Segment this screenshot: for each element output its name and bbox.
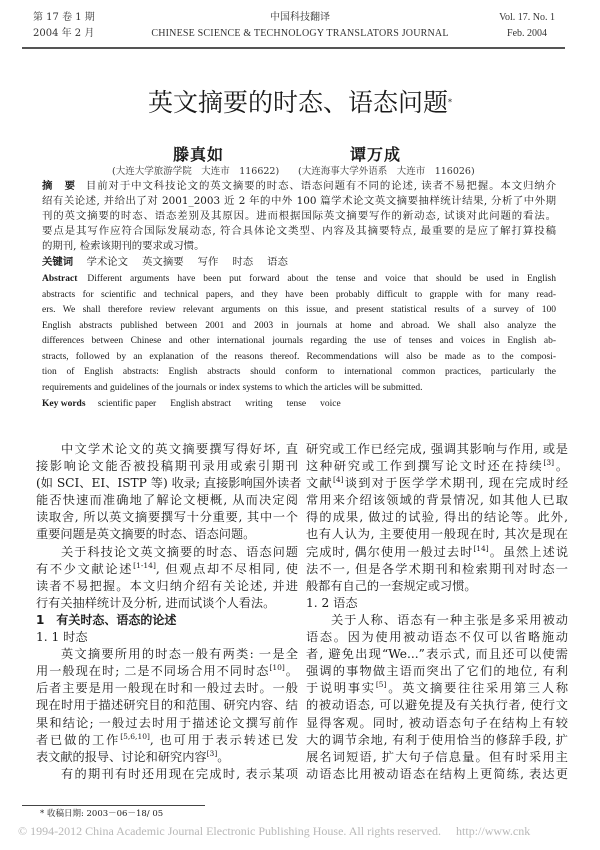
abstract-cn-text: 刊的英文摘要的时态、语态差别及其原因。进而根据国际英文摘要写作的新动态, 试谈对此问题的看法。 xyxy=(42,210,556,222)
abstract-cn-line xyxy=(42,224,556,239)
body-text: 法不一, 但是各学术期刊和检索期刊对时态一 xyxy=(306,561,568,576)
body-text: 于说明事实 xyxy=(306,681,376,696)
body-line xyxy=(306,732,568,749)
body-text: 关于科技论文英文摘要的时态、语态问题 xyxy=(61,544,298,559)
author-1: 滕真如 xyxy=(173,145,225,164)
abstract-en-text: ers. We shall therefore review relevant arguments on this issue, and present statistical results of a survey of 100 xyxy=(42,305,556,315)
journal-name xyxy=(150,10,450,42)
body-line xyxy=(306,612,568,629)
abstract-cn-line xyxy=(42,239,556,254)
keywords-en xyxy=(42,397,556,413)
body-line xyxy=(306,492,568,509)
body-line xyxy=(36,509,298,526)
abstract-en-line xyxy=(42,381,556,397)
keyword-en: writing xyxy=(245,399,273,409)
subsection-heading xyxy=(306,595,568,612)
body-text: 。 xyxy=(217,749,230,764)
body-line xyxy=(306,766,568,783)
header-rule xyxy=(22,47,565,49)
body-text: (如 SCI、EI、ISTP 等) 收录; 直接影响国外读者 xyxy=(36,476,302,491)
keywords-cn xyxy=(42,255,556,270)
body-column-right xyxy=(306,441,568,783)
keyword-en: scientific paper xyxy=(97,399,157,409)
abstract-cn-line xyxy=(42,209,556,224)
body-line xyxy=(36,732,298,749)
body-text: 有不少文献论述 xyxy=(36,561,134,576)
paper-title-text: 英文摘要的时态、语态问题 xyxy=(147,88,448,117)
body-line xyxy=(306,697,568,714)
copyright-watermark: © 1994-2012 China Academic Journal Electronic Publishing House. All rights reserved. http://www.cnk xyxy=(18,824,531,838)
body-line xyxy=(306,509,568,526)
body-line xyxy=(36,680,298,697)
abstract-cn-text: 要点是其写作应符合国际发展动态, 符合具体论文类型、内容及其摘要特点, 最重要的是应了解打算投稿 xyxy=(42,225,556,237)
citation-ref: [5,6,10] xyxy=(120,731,150,741)
body-text: 这种研究或工作到撰写论文时还在持续 xyxy=(306,459,544,474)
abstract-cn-text: 目前对于中文科技论文的英文摘要的时态、语态问题有不同的论述, 读者不易把握。本文归纳介 xyxy=(85,180,557,192)
body-line xyxy=(306,749,568,766)
abstract-en-text: stracts, followed by an explanation of the reasons thereof. Recommendations will also be made as to the composi- xyxy=(42,351,556,362)
body-column-left xyxy=(36,441,302,783)
body-text: 1 有关时态、语态的论述 xyxy=(36,612,177,627)
abstract-en-line xyxy=(42,334,556,350)
body-text: 。虽然上述说 xyxy=(488,544,569,559)
volume-issue-en: Vol. 17. No. 1 xyxy=(499,12,555,23)
body-line xyxy=(36,697,298,714)
body-text: 能否快速而准确地了解论文梗概, 从而决定阅 xyxy=(36,493,298,508)
keyword-cn: 写作 xyxy=(197,256,219,268)
keyword-cn: 语态 xyxy=(267,256,288,268)
abstract-cn-line xyxy=(42,194,556,209)
volume-issue: 第 17 卷 1 期 xyxy=(33,12,95,23)
footnote-rule xyxy=(22,805,205,806)
footnote-received-date: * 收稿日期: 2003－06－18/ 05 xyxy=(40,809,164,819)
body-line xyxy=(306,578,568,595)
body-text: 接影响论文能否被投稿期刊录用或索引期刊 xyxy=(36,459,298,474)
body-text: 行有关抽样统计及分析, 进而试谈个人看法。 xyxy=(36,595,276,610)
abstract-en-line xyxy=(42,319,556,335)
body-text: 文献 xyxy=(306,476,333,491)
body-text: 现在时用于描述研究目的和范围、研究内容、结 xyxy=(36,698,298,713)
body-line xyxy=(306,715,568,732)
body-line xyxy=(36,492,298,509)
body-line xyxy=(306,663,568,680)
abstract-en-label: Abstract xyxy=(42,274,78,284)
body-text: 的被动语态, 可以避免提及有关执行者, 使行文 xyxy=(306,698,568,713)
body-text: 。 xyxy=(554,459,569,474)
affiliation-2: (大连海事大学外语系 大连市 116026) xyxy=(298,166,475,177)
citation-ref: [4] xyxy=(332,475,344,485)
author-2: 谭万成 xyxy=(350,145,402,164)
abstract-en-text: requirements and guidelines of the journals or index systems to which the articles will be submitted. xyxy=(42,382,423,393)
body-line xyxy=(36,544,298,561)
body-text: 完成时, 偶尔使用一般过去时 xyxy=(306,544,474,559)
abstract-cn-text: 的期刊, 检索该期刊的要求或习惯。 xyxy=(42,240,205,252)
paper-title xyxy=(0,86,600,120)
abstract-cn-label: 摘 要 xyxy=(42,180,76,192)
body-text: 关于人称、语态有一种主张是多采用被动 xyxy=(331,612,568,627)
body-line xyxy=(306,458,568,475)
body-line xyxy=(306,646,568,663)
body-line xyxy=(36,749,298,766)
body-line xyxy=(36,561,298,578)
body-line xyxy=(36,595,298,612)
body-text: 大的调节余地, 有利于使用恰当的修辞手段, 扩 xyxy=(306,732,568,747)
body-text: 般都有自己的一套规定或习惯。 xyxy=(306,578,477,593)
abstract-en-text: differences between Chinese and other international journals regarding the use of tenses and voices in English ab- xyxy=(42,336,556,346)
body-line xyxy=(306,441,568,458)
body-line xyxy=(36,458,298,475)
body-text: 谈到对于医学学术期刊, 现在完成时经 xyxy=(343,476,569,491)
body-line xyxy=(306,561,568,578)
body-text: 。英文摘要往往采用第三人称 xyxy=(386,681,569,696)
body-text: 常用来介绍该领域的背景情况, 如其他人已取 xyxy=(306,493,568,508)
abstract-en-text: English abstracts published between 2001 and 2003 in journals at home and abroad. We shall also analyze the xyxy=(42,320,556,331)
body-text: 后者主要是用一般现在时和一般过去时。一般 xyxy=(36,681,298,696)
citation-ref: [3] xyxy=(206,748,218,758)
body-line xyxy=(36,715,298,732)
abstract-en-text: Different arguments have been put forward about the tense and voice that should be used in English xyxy=(87,274,556,284)
body-text: , 也可用于表示转述已发 xyxy=(149,732,299,747)
body-text: 1. 2 语态 xyxy=(306,595,358,610)
abstract-en-line xyxy=(42,303,556,319)
body-line xyxy=(306,526,568,543)
body-line xyxy=(36,526,298,543)
body-line xyxy=(306,680,568,697)
body-line xyxy=(306,629,568,646)
body-text: 也有人认为, 主要使用一般现在时, 其次是现在 xyxy=(306,527,568,542)
abstract-cn-text: 绍有关论述, 并给出了对 2001_2003 近 2 年的中外 100 篇学术论文英文摘要抽样统计结果, 分析了中外期 xyxy=(42,195,556,207)
body-line xyxy=(306,475,568,492)
journal-name-cn: 中国科技翻译 xyxy=(270,12,330,23)
body-text: 用一般现在时; 二是不同场合用不同时态 xyxy=(36,664,270,679)
title-footnote-mark: * xyxy=(448,98,452,107)
body-text: 1. 1 时态 xyxy=(36,630,88,645)
subsection-heading xyxy=(36,629,298,646)
body-text: 有的期刊有时还用现在完成时, 表示某项 xyxy=(61,766,298,781)
abstract-en-text: abstracts for scientific and technical papers, and they have been probably difficult to grapple with for many read- xyxy=(42,289,556,300)
body-line xyxy=(36,766,298,783)
citation-ref: [14] xyxy=(473,543,489,553)
keywords-en-label: Key words xyxy=(42,399,86,409)
citation-ref: [5] xyxy=(375,680,387,690)
body-line xyxy=(36,646,298,663)
keyword-en: voice xyxy=(320,399,341,409)
body-text: 者, 避免出现“We...”表示式, 而且还可以使需 xyxy=(306,647,568,662)
issue-info xyxy=(33,10,95,42)
abstract-en-line xyxy=(42,350,556,366)
body-line xyxy=(36,475,302,492)
body-line xyxy=(36,578,298,595)
citation-ref: [10] xyxy=(269,663,285,673)
issue-info-en xyxy=(499,10,555,42)
abstract-en-line xyxy=(42,365,556,381)
abstract-cn-line xyxy=(42,179,556,194)
keyword-cn: 英文摘要 xyxy=(142,256,184,268)
keyword-en: English abstract xyxy=(170,399,232,409)
keywords-cn-label: 关键词 xyxy=(42,256,74,268)
body-text: 者已做的工作 xyxy=(36,732,121,747)
citation-ref: [1-14] xyxy=(133,560,156,570)
body-text: 果和结论; 一般过去时用于描述论文撰写前作 xyxy=(36,715,298,730)
issue-date-en: Feb. 2004 xyxy=(507,28,548,39)
body-text: 表文献的报导、讨论和研究内容 xyxy=(36,749,207,764)
body-text: 重要问题是英文摘要的时态、语态问题。 xyxy=(36,527,256,542)
journal-name-en: CHINESE SCIENCE & TECHNOLOGY TRANSLATORS JOURNAL xyxy=(151,28,449,39)
body-text: 得的成果, 做过的试验, 得出的结论等。此外, xyxy=(306,510,568,525)
body-text: 读者不易把握。本文归纳介绍有关论述, 并进 xyxy=(36,578,298,593)
body-text: 读取舍, 所以英文摘要撰写十分重要, 其中一个 xyxy=(36,510,298,525)
keyword-cn: 学术论文 xyxy=(86,256,129,268)
body-line xyxy=(306,544,568,561)
keyword-en: tense xyxy=(286,399,307,409)
body-text: 英文摘要所用的时态一般有两类: 一是全 xyxy=(61,647,298,662)
body-text: , 但观点却不尽相同, 使 xyxy=(155,561,298,576)
issue-date: 2004 年 2 月 xyxy=(33,28,95,39)
body-text: 研究或工作已经完成, 强调其影响与作用, 或是 xyxy=(306,442,568,456)
abstract-en-line xyxy=(42,288,556,304)
body-text: 动语态比用被动语态在结构上更简练, 表达更 xyxy=(306,766,568,781)
affiliation-1: (大连大学旅游学院 大连市 116622) xyxy=(112,166,280,177)
body-text: 中文学术论文的英文摘要撰写得好坏, 直 xyxy=(61,442,298,456)
body-line xyxy=(36,663,298,680)
abstract-en-line xyxy=(42,272,556,288)
body-text: 强调的事物做主语而突出了它们的地位, 有利 xyxy=(306,664,568,679)
abstract-en-text: tion of English abstracts: English abstracts should conform to international common practices, particularly the xyxy=(42,367,556,377)
body-text: 展名词短语, 扩大句子信息量。但有时采用主 xyxy=(306,749,568,764)
citation-ref: [3] xyxy=(543,458,555,468)
body-text: 语态。因为使用被动语态不仅可以省略施动 xyxy=(306,630,568,645)
body-text: 显得客观。同时, 被动语态句子在结构上有较 xyxy=(306,715,568,730)
body-text: 。 xyxy=(284,664,298,679)
body-line xyxy=(36,441,298,458)
keyword-cn: 时态 xyxy=(232,256,254,268)
section-heading xyxy=(36,612,298,629)
